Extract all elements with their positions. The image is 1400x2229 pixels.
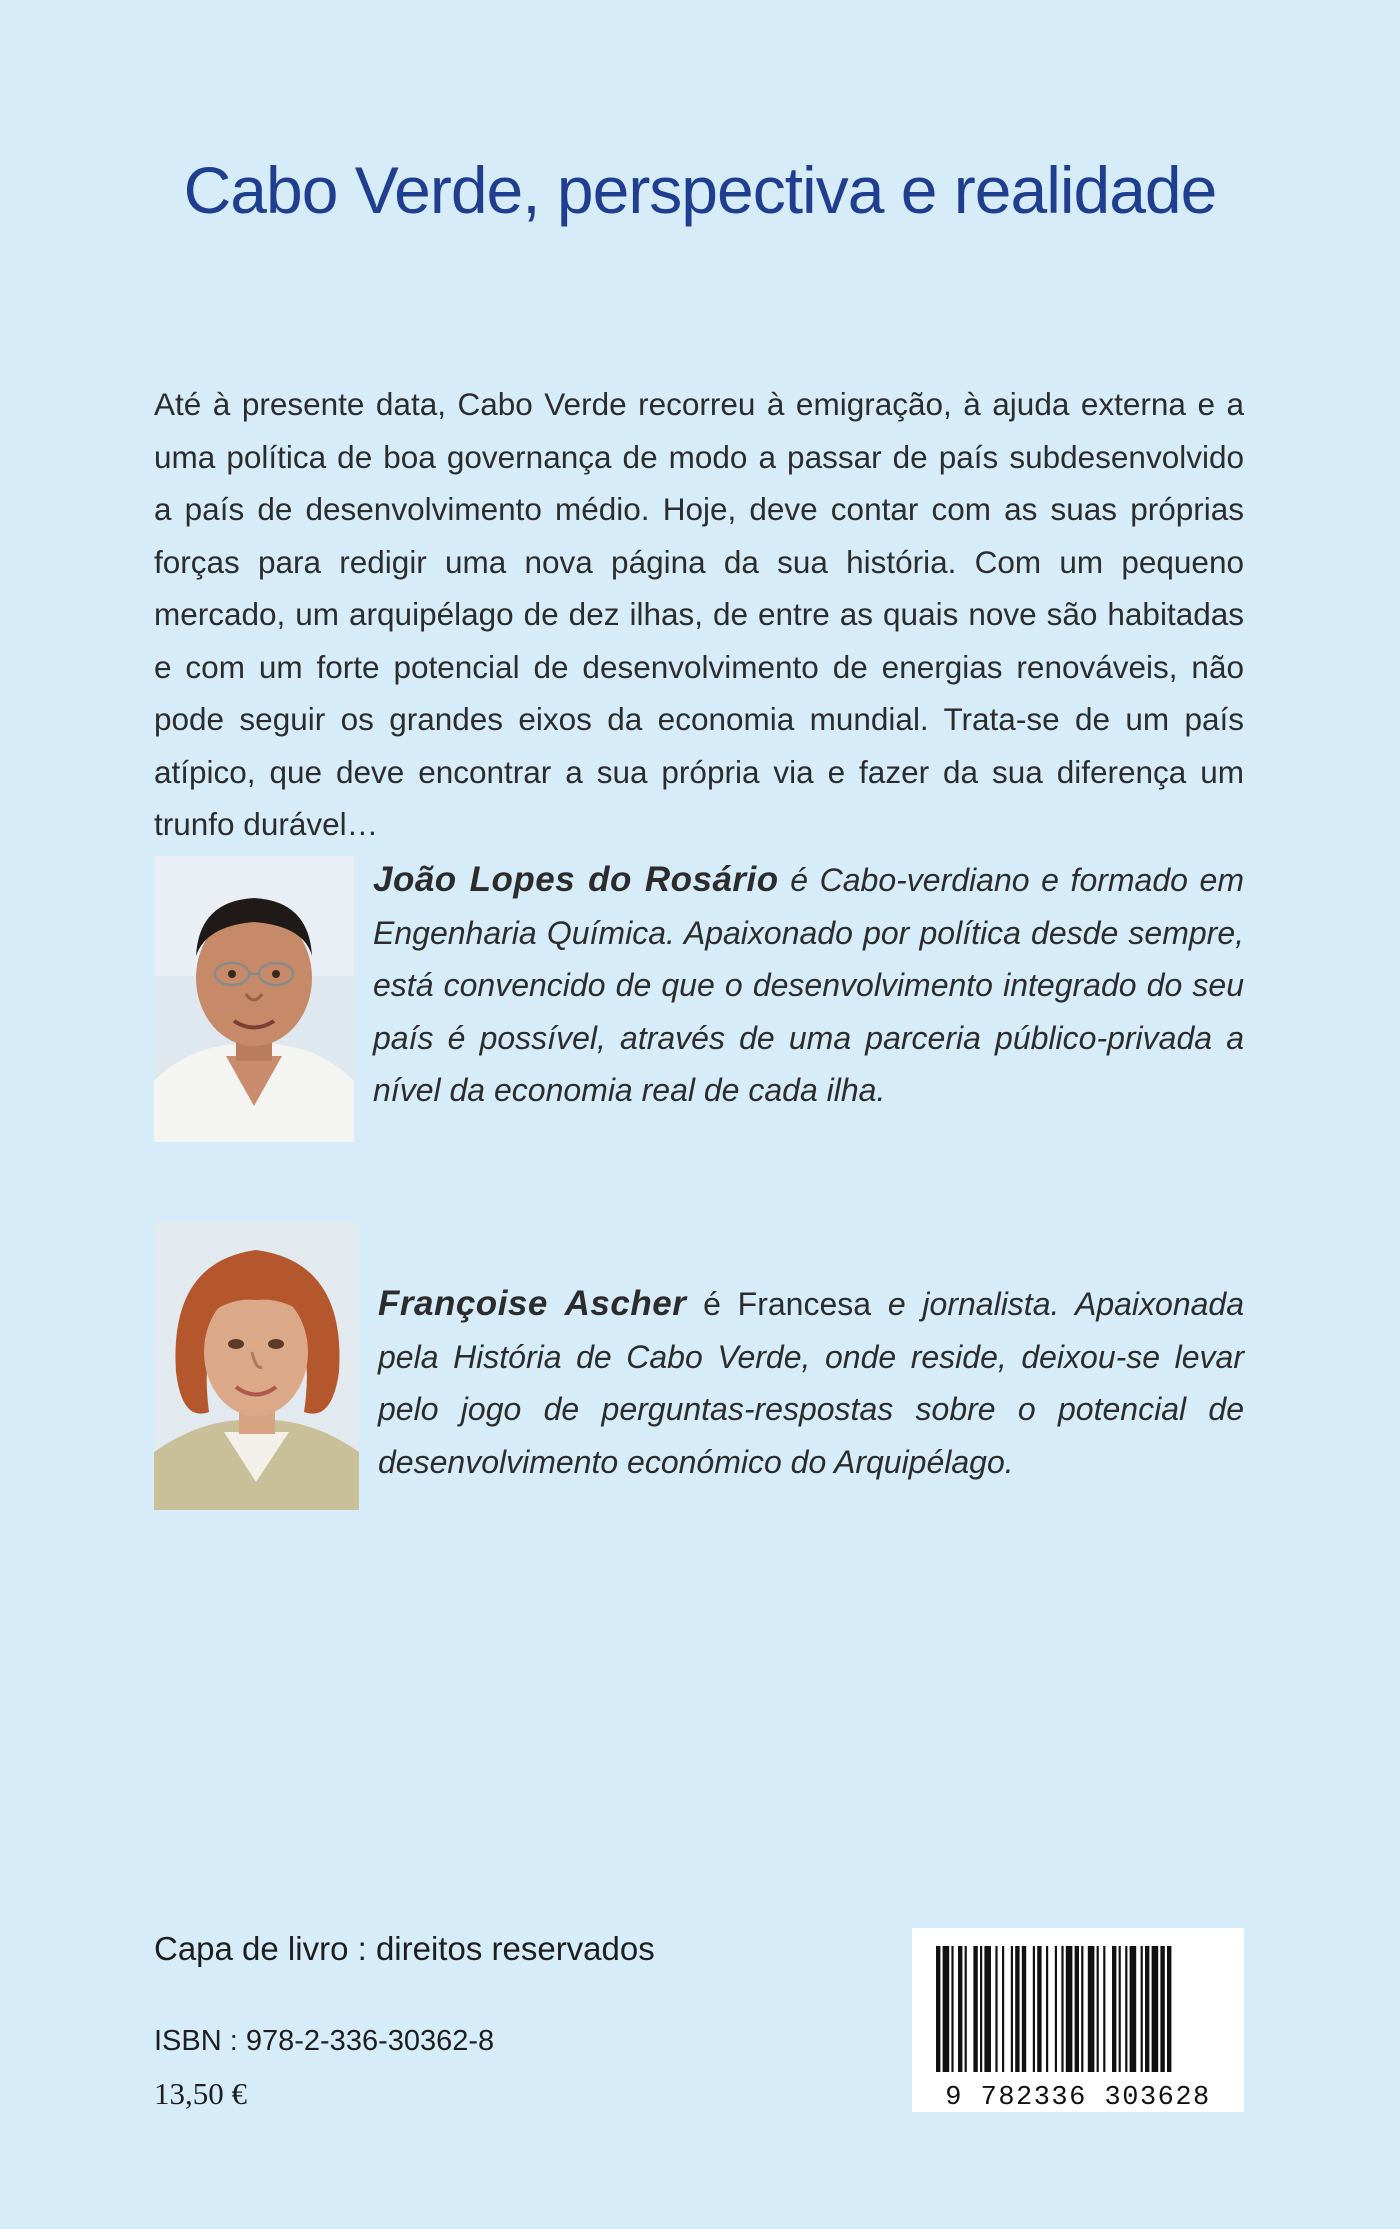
barcode-bar [1130, 1946, 1137, 2072]
barcode-bar [1160, 1946, 1164, 2072]
author-bio-joao [373, 854, 1244, 1117]
barcode-bar [1055, 1946, 1057, 2072]
barcode-bar [1141, 1946, 1143, 2072]
barcode-bar [1022, 1946, 1026, 2072]
author-name: Françoise Ascher [378, 1284, 687, 1323]
barcode-bar [1145, 1946, 1149, 2072]
author-bio-text: é Francesa [686, 1286, 872, 1322]
barcode-bar [1002, 1946, 1004, 2072]
barcode-bar [995, 1946, 997, 2072]
barcode-bar [965, 1946, 967, 2072]
barcode-bar [951, 1946, 953, 2072]
barcode-bar [1046, 1946, 1048, 2072]
barcode-bar [1097, 1946, 1099, 2072]
barcode-bar [1167, 1946, 1171, 2072]
barcode-bar [943, 1946, 950, 2072]
barcode-bar [1015, 1946, 1019, 2072]
barcode-bar [1088, 1946, 1095, 2072]
barcode-bar [1075, 1946, 1079, 2072]
author-photo-joao [154, 856, 354, 1142]
barcode-bar [984, 1946, 991, 2072]
barcode-bar [958, 1946, 962, 2072]
book-blurb: Até à presente data, Cabo Verde recorreu à emigração, à ajuda externa e a uma política de boa governança de modo a passar de país subdesenvolvido a país de desenvolvimento médio. Hoje, deve contar com as suas próprias forças para redigir uma nova página da sua história. Com um pequeno mercado, um arquipélago de dez ilhas, de entre as quais nove são habitadas e com um forte potencial de desenvolvimento de energias renováveis, não pode seguir os grandes eixos da economia mundial. Trata-se de um país atípico, que deve encontrar a sua própria via e fazer da sua diferença um trunfo durável… [154, 386, 1244, 842]
author-bio-text: é Cabo-verdiano e formado em Engenharia Química. Apaixonado por política desde sempre, está convencido de que o desenvolvimento integrado do seu país é possível, através de uma parceria público-privada a nível da economia real de cada ilha. [373, 862, 1245, 1108]
barcode-bar [1152, 1946, 1159, 2072]
price: 13,50 € [154, 2076, 247, 2111]
barcode-bar [1119, 1946, 1121, 2072]
barcode-digits: 9 782336 303628 [945, 2083, 1211, 2112]
barcode [912, 1928, 1244, 2112]
barcode-bar [1112, 1946, 1116, 2072]
barcode-bar [936, 1946, 940, 2072]
barcode-bar [1011, 1946, 1013, 2072]
author-bio-francoise [378, 1278, 1244, 1488]
barcode-bar [973, 1946, 977, 2072]
barcode-bar [1125, 1946, 1127, 2072]
barcode-bar [1061, 1946, 1063, 2072]
isbn: ISBN : 978-2-336-30362-8 [154, 2025, 495, 2057]
barcode-bar [1037, 1946, 1041, 2072]
barcode-bar [1081, 1946, 1083, 2072]
author-name: João Lopes do Rosário [373, 860, 779, 899]
author-photo-francoise [154, 1222, 359, 1510]
author-bio-text: e jornalista. Apaixonada pela História de Cabo Verde, onde reside, deixou-se levar pelo jogo de perguntas-respostas sobre o potencial de desenvolvimento económico do Arquipélago. [378, 1286, 1245, 1480]
cover-credit: Capa de livro : direitos reservados [154, 1930, 655, 1967]
barcode-bar [1066, 1946, 1073, 2072]
barcode-bar [1033, 1946, 1035, 2072]
barcode-bar [980, 1946, 982, 2072]
barcode-bar [1103, 1946, 1105, 2072]
book-title: Cabo Verde, perspectiva e realidade [183, 153, 1217, 227]
